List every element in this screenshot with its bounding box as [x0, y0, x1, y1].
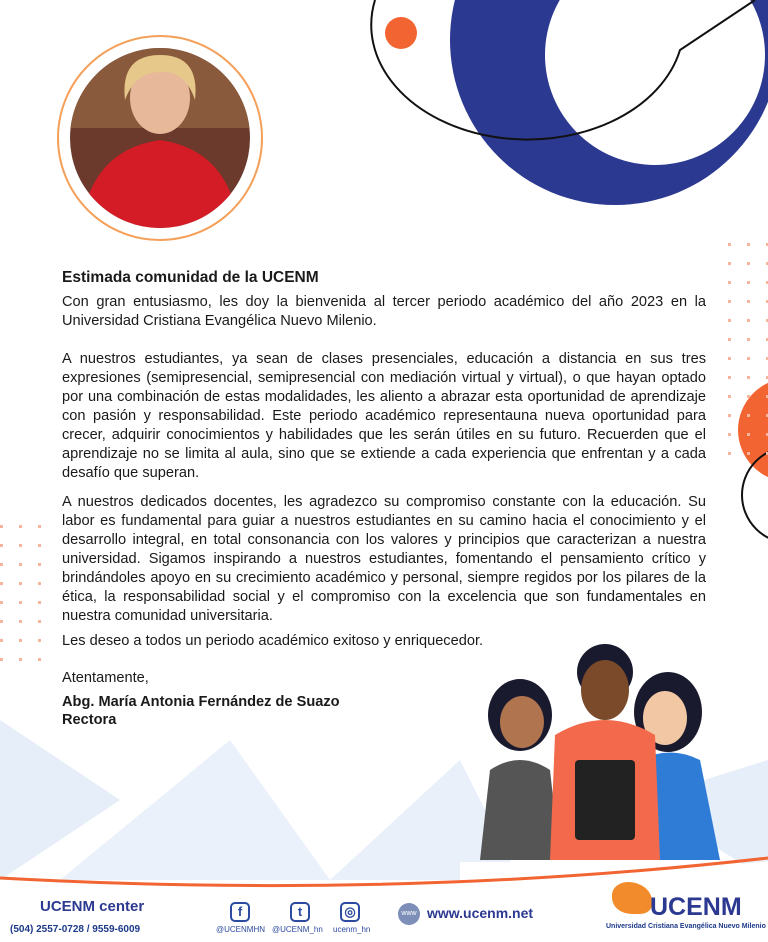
ucenm-logo: UCENM	[650, 893, 742, 921]
ucenm-logo-subtitle: Universidad Cristiana Evangélica Nuevo Milenio	[606, 923, 766, 930]
pattern-dot	[728, 414, 731, 417]
pattern-dot	[728, 262, 731, 265]
pattern-dot	[0, 601, 3, 604]
closing: Atentamente,	[62, 670, 149, 686]
pattern-dot	[728, 243, 731, 246]
facebook-icon[interactable]: f	[230, 902, 250, 922]
pattern-dot	[38, 563, 41, 566]
pattern-dot	[747, 338, 750, 341]
pattern-dot	[728, 319, 731, 322]
pattern-dot	[728, 281, 731, 284]
pattern-dot	[19, 582, 22, 585]
pattern-dot	[0, 582, 3, 585]
pattern-dot	[747, 376, 750, 379]
pattern-dot	[38, 601, 41, 604]
ucenm-center-logo: UCENM center	[40, 898, 145, 915]
phone-number: (504) 2557-0728 / 9559-6009	[10, 924, 141, 935]
signer-name: Abg. María Antonia Fernández de Suazo	[62, 694, 340, 710]
pattern-dot	[38, 658, 41, 661]
pattern-dot	[19, 544, 22, 547]
pattern-dot	[747, 262, 750, 265]
pattern-dot	[747, 395, 750, 398]
paragraph-3: A nuestros dedicados docentes, les agradezco su compromiso constante con la educación. Su labor es fundamental para guiar a nuestros estudiantes en su camino hacia el conocimiento y el desarrollo integral, en total consonancia con los valores y principios que caracterizan a nuestra universidad. Sigamos inspirando a nuestros estudiantes, fomentando el pensamiento crítico y brindándoles apoyo en su crecimiento académico y personal, siempre regidos por los pilares de la ética, la responsabilidad social y el compromiso con la excelencia que son fundamentales en nuestra comunidad universitaria.	[62, 494, 706, 624]
twitter-icon[interactable]: t	[290, 902, 310, 922]
instagram-icon[interactable]: ◎	[340, 902, 360, 922]
pattern-dot	[0, 639, 3, 642]
pattern-dot	[728, 452, 731, 455]
pattern-dot	[19, 563, 22, 566]
pattern-dot	[747, 414, 750, 417]
pattern-dot	[728, 395, 731, 398]
instagram-handle[interactable]: ucenm_hn	[333, 925, 371, 934]
students-illustration	[460, 644, 720, 882]
pattern-dot	[19, 620, 22, 623]
paragraph-4: Les deseo a todos un periodo académico exitoso y enriquecedor.	[62, 633, 484, 649]
pattern-dot	[747, 281, 750, 284]
pattern-dot	[19, 658, 22, 661]
pattern-dot	[747, 452, 750, 455]
pattern-dot	[0, 544, 3, 547]
pattern-dot	[0, 620, 3, 623]
pattern-dot	[728, 338, 731, 341]
pattern-dot	[0, 525, 3, 528]
greeting: Estimada comunidad de la UCENM	[62, 269, 319, 286]
facebook-handle[interactable]: @UCENMHN	[216, 925, 266, 934]
web-icon: www	[398, 903, 420, 925]
pattern-dot	[747, 433, 750, 436]
paragraph-2: A nuestros estudiantes, ya sean de clases presenciales, educación a distancia en sus tres expresiones (semipresencial, semipresencial con mediación virtual y virtual), o que hayan optado por una combinación de estas modalidades, les aliento a abrazar esta oportunidad de aprendizaje con pasión y responsabilidad. Este periodo académico representauna nueva oportunidad para crecer, adquirir conocimientos y habilidades que les serán útiles en su futuro. Recuerden que el aprendizaje no se limita al aula, sino que se extiende a cada experiencia que enfrentan y a cada desafío que superan.	[62, 351, 706, 481]
pattern-dot	[728, 433, 731, 436]
pattern-dot	[19, 525, 22, 528]
pattern-dot	[0, 658, 3, 661]
pattern-dot	[728, 300, 731, 303]
pattern-dot	[747, 243, 750, 246]
orange-dot	[385, 17, 417, 49]
pattern-dot	[38, 525, 41, 528]
twitter-handle[interactable]: @UCENM_hn	[272, 925, 323, 934]
pattern-dot	[38, 544, 41, 547]
paragraph-1: Con gran entusiasmo, les doy la bienvenida al tercer periodo académico del año 2023 en la Universidad Cristiana Evangélica Nuevo Milenio.	[62, 294, 706, 329]
website-link[interactable]: www.ucenm.net	[427, 905, 534, 921]
pattern-dot	[728, 376, 731, 379]
pattern-dot	[19, 639, 22, 642]
pattern-dot	[747, 357, 750, 360]
signer-title: Rectora	[62, 712, 117, 728]
pattern-dot	[19, 601, 22, 604]
pattern-dot	[38, 582, 41, 585]
pattern-dot	[747, 319, 750, 322]
pattern-dot	[728, 357, 731, 360]
pattern-dot	[0, 563, 3, 566]
pattern-dot	[38, 620, 41, 623]
pattern-dot	[38, 639, 41, 642]
pattern-dot	[747, 300, 750, 303]
